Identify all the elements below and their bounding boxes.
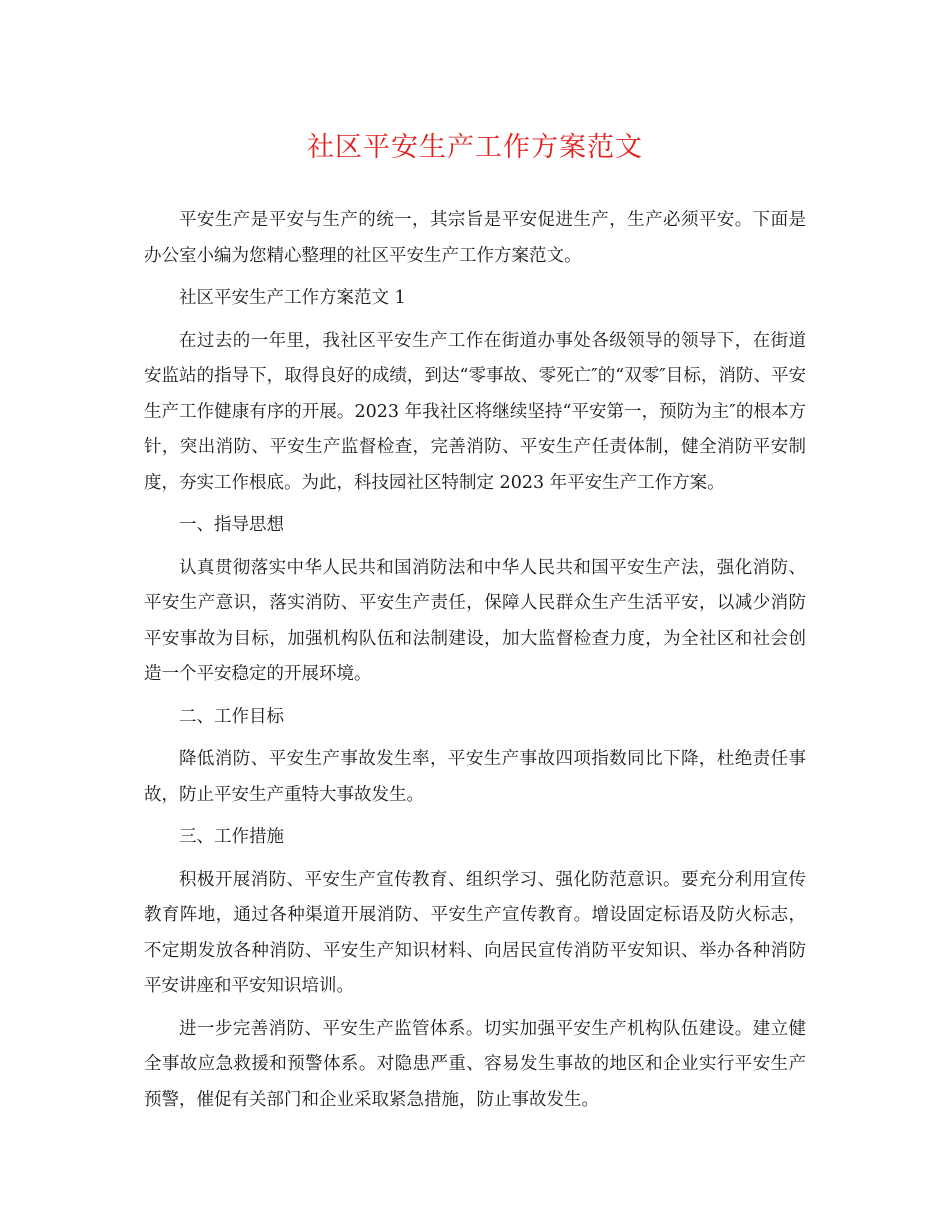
section-heading: 一、指导思想: [179, 515, 284, 535]
intro-paragraph: 平安生产是平安与生产的统一，其宗旨是平安促进生产，生产必须平安。下面是办公室小编为您精心整理的社区平安生产工作方案范文。: [144, 210, 806, 266]
body-paragraph: 认真贯彻落实中华人民共和国消防法和中华人民共和国平安生产法，强化消防、平安生产意识，落实消防、平安生产责任，保障人民群众生产生活平安，以减少消防平安事故为目标，加强机构队伍和法制建设，加大监督检查力度，为全社区和社会创造一个平安稳定的开展环境。: [144, 557, 806, 684]
body-paragraph: 进一步完善消防、平安生产监管体系。切实加强平安生产机构队伍建设。建立健全事故应急救援和预警体系。对隐患严重、容易发生事故的地区和企业实行平安生产预警，催促有关部门和企业采取紧急措施，防止事故发生。: [144, 1018, 806, 1110]
section-heading: 三、工作措施: [179, 827, 284, 847]
body-paragraph: 在过去的一年里，我社区平安生产工作在街道办事处各级领导的领导下，在街道安监站的指导下，取得良好的成绩，到达“零事故、零死亡″的“双零″目标，消防、平安生产工作健康有序的开展。2023 年我社区将继续坚持“平安第一，预防为主″的根本方针，突出消防、平安生产监督检查，完善消防、平安生产任责体制，健全消防平安制度，夯实工作根底。为此，科技园社区特制定 2023 年平安生产工作方案。: [144, 330, 806, 493]
document-title: 社区平安生产工作方案范文: [307, 132, 643, 163]
section-heading: 社区平安生产工作方案范文 1: [179, 288, 406, 308]
document-body: [144, 203, 806, 1125]
body-paragraph: 积极开展消防、平安生产宣传教育、组织学习、强化防范意识。要充分利用宣传教育阵地，通过各种渠道开展消防、平安生产宣传教育。增设固定标语及防火标志，不定期发放各种消防、平安生产知识材料、向居民宣传消防平安知识、举办各种消防平安讲座和平安知识培训。: [144, 869, 806, 996]
body-paragraph: 降低消防、平安生产事故发生率，平安生产事故四项指数同比下降，杜绝责任事故，防止平安生产重特大事故发生。: [144, 749, 806, 805]
section-heading: 二、工作目标: [179, 706, 284, 727]
